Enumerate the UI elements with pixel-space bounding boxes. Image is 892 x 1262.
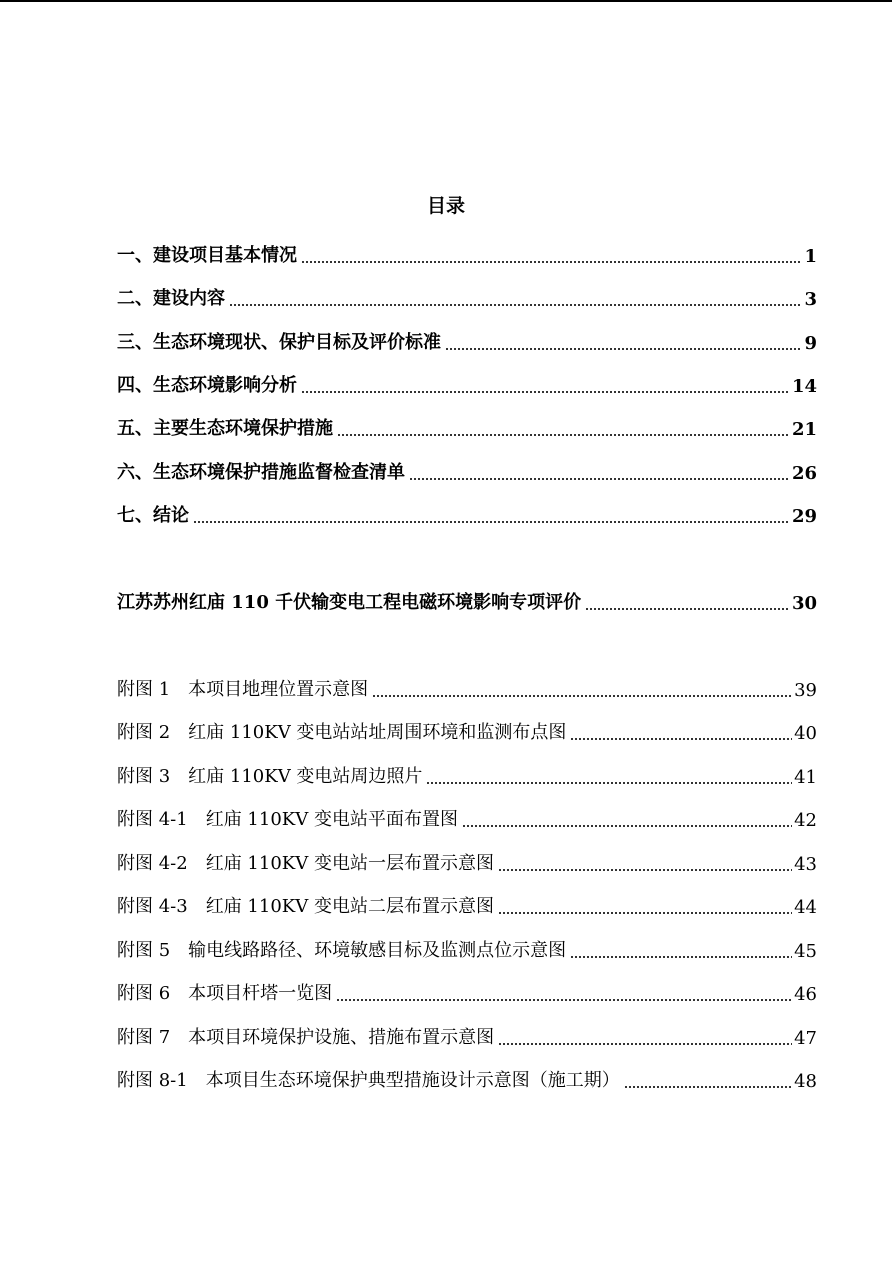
toc-figure-label: 附图 3 红庙 110KV 变电站周边照片 — [117, 766, 423, 787]
toc-figure-6[interactable] — [117, 979, 817, 1005]
dot-leader — [585, 591, 790, 611]
toc-figure-page: 46 — [794, 984, 817, 1005]
toc-figure-page: 45 — [794, 941, 817, 962]
dot-leader — [462, 808, 792, 828]
toc-figure-label: 附图 7 本项目环境保护设施、措施布置示意图 — [117, 1027, 495, 1048]
toc-entry-1[interactable] — [117, 241, 817, 267]
dot-leader — [337, 417, 790, 437]
dot-leader — [570, 721, 792, 741]
dot-leader — [624, 1069, 792, 1089]
dot-leader — [372, 678, 792, 698]
dot-leader — [498, 852, 792, 872]
dot-leader — [570, 939, 792, 959]
toc-entry-7[interactable] — [117, 501, 817, 527]
toc-entry-label: 六、生态环境保护措施监督检查清单 — [117, 462, 405, 483]
toc-entry-label: 二、建设内容 — [117, 288, 225, 309]
toc-title: 目录 — [426, 195, 465, 217]
toc-entry-page: 26 — [791, 463, 817, 484]
toc-figure-8-1[interactable] — [117, 1066, 817, 1092]
toc-figure-page: 41 — [794, 767, 817, 788]
toc-entry-3[interactable] — [117, 328, 817, 354]
dot-leader — [301, 244, 802, 264]
toc-figure-1[interactable] — [117, 675, 817, 701]
toc-figure-label: 附图 6 本项目杆塔一览图 — [117, 983, 333, 1004]
toc-entry-page: 30 — [791, 593, 817, 614]
toc-figure-label: 附图 2 红庙 110KV 变电站站址周围环境和监测布点图 — [117, 722, 567, 743]
toc-entry-special[interactable] — [117, 588, 817, 614]
toc-entry-4[interactable] — [117, 371, 817, 397]
toc-figure-page: 40 — [794, 723, 817, 744]
dot-leader — [409, 461, 790, 481]
toc-figure-page: 44 — [794, 897, 817, 918]
toc-entry-page: 9 — [804, 333, 817, 354]
dot-leader — [426, 765, 792, 785]
toc-entry-5[interactable] — [117, 414, 817, 440]
dot-leader — [445, 331, 802, 351]
toc-figure-label: 附图 4-2 红庙 110KV 变电站一层布置示意图 — [117, 853, 494, 874]
toc-entry-label: 五、主要生态环境保护措施 — [117, 418, 333, 439]
toc-entry-page: 14 — [791, 376, 817, 397]
dot-leader — [301, 374, 790, 394]
toc-figure-4-2[interactable] — [117, 849, 817, 875]
toc-entry-page: 21 — [791, 419, 817, 440]
toc-entry-6[interactable] — [117, 458, 817, 484]
toc-figure-label: 附图 5 输电线路路径、环境敏感目标及监测点位示意图 — [117, 940, 567, 961]
dot-leader — [193, 504, 790, 524]
dot-leader — [229, 287, 802, 307]
toc-entry-label: 四、生态环境影响分析 — [117, 375, 297, 396]
toc-entry-page: 29 — [791, 506, 817, 527]
toc-figure-label: 附图 4-1 红庙 110KV 变电站平面布置图 — [117, 809, 458, 830]
toc-entry-label: 三、生态环境现状、保护目标及评价标准 — [117, 332, 441, 353]
toc-figure-4-3[interactable] — [117, 892, 817, 918]
toc-figure-page: 47 — [794, 1028, 817, 1049]
dot-leader — [498, 895, 792, 915]
toc-entry-page: 1 — [804, 246, 817, 267]
toc-entry-page: 3 — [804, 289, 817, 310]
dot-leader — [336, 982, 792, 1002]
toc-entry-label: 一、建设项目基本情况 — [117, 245, 297, 266]
toc-figure-2[interactable] — [117, 718, 817, 744]
toc-figure-page: 48 — [794, 1071, 817, 1092]
toc-figure-label: 附图 4-3 红庙 110KV 变电站二层布置示意图 — [117, 896, 494, 917]
toc-figure-5[interactable] — [117, 936, 817, 962]
toc-figure-page: 42 — [794, 810, 817, 831]
toc-figure-4-1[interactable] — [117, 805, 817, 831]
toc-figure-7[interactable] — [117, 1023, 817, 1049]
toc-figure-label: 附图 8-1 本项目生态环境保护典型措施设计示意图（施工期） — [117, 1070, 620, 1091]
toc-figure-label: 附图 1 本项目地理位置示意图 — [117, 679, 369, 700]
toc-figure-page: 39 — [794, 680, 817, 701]
toc-entry-2[interactable] — [117, 284, 817, 310]
toc-entry-label: 江苏苏州红庙 110 千伏输变电工程电磁环境影响专项评价 — [117, 592, 582, 613]
toc-entry-label: 七、结论 — [117, 505, 189, 526]
top-border-line — [0, 0, 892, 2]
toc-figure-page: 43 — [794, 854, 817, 875]
dot-leader — [498, 1026, 792, 1046]
toc-figure-3[interactable] — [117, 762, 817, 788]
